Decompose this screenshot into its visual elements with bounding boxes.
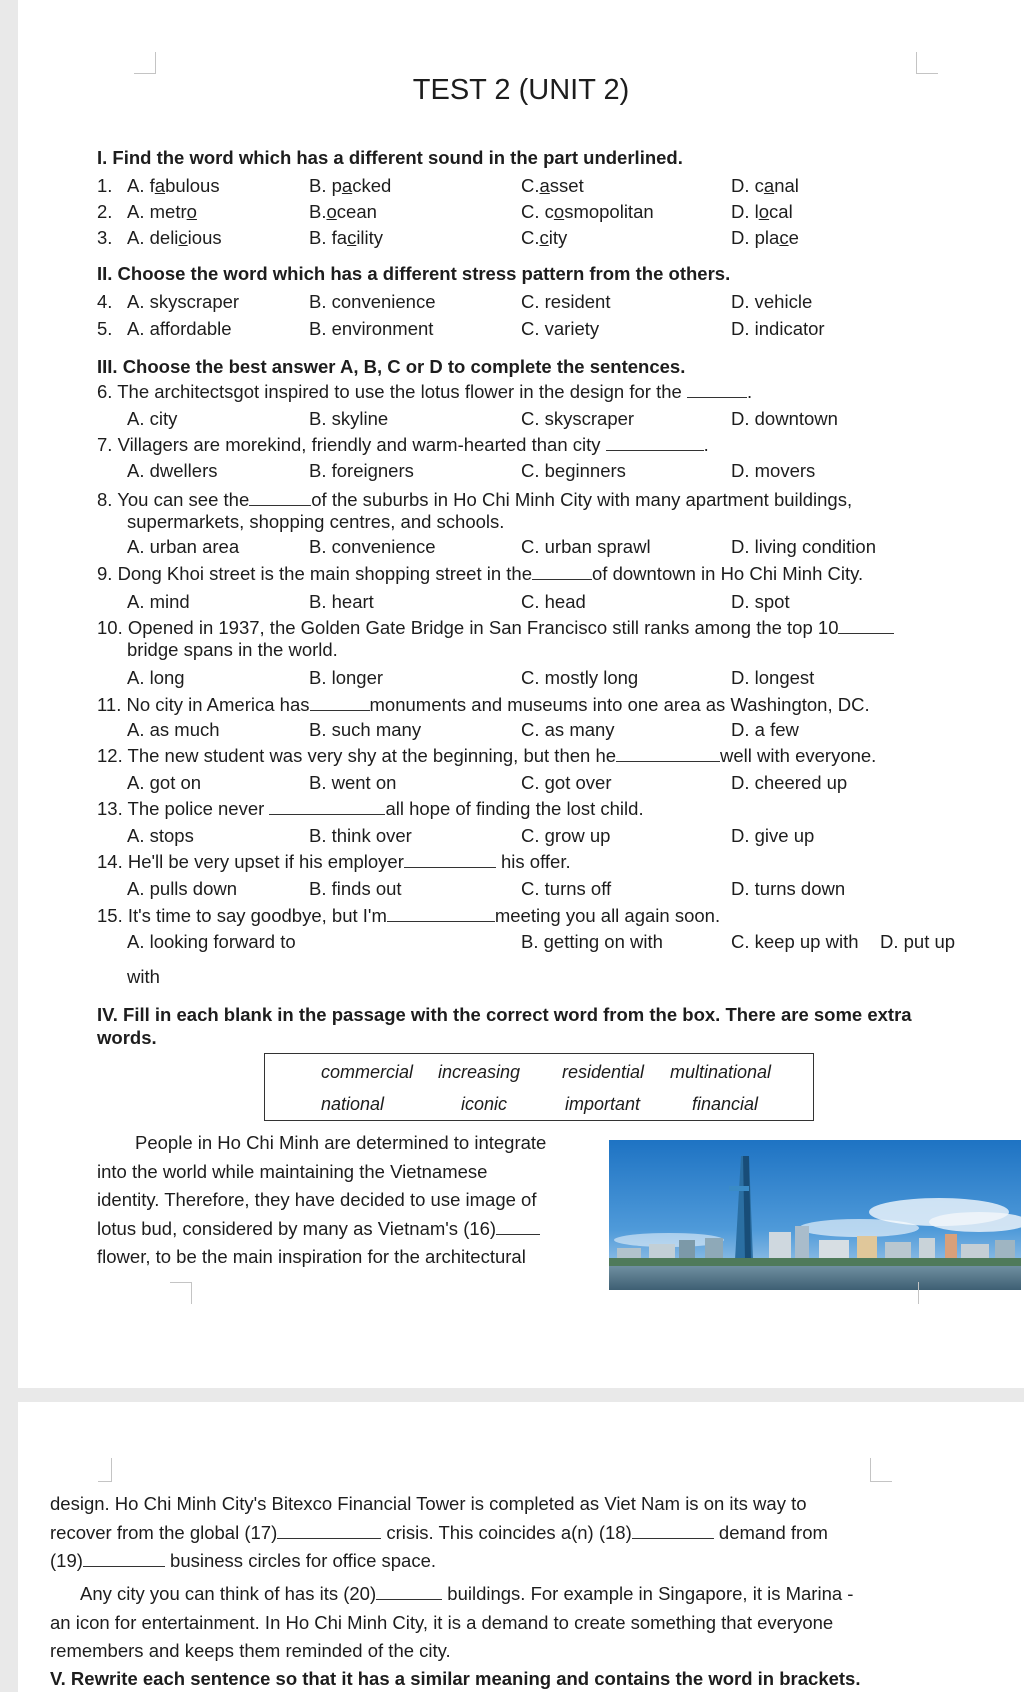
answer-row: A. looking forward to B. getting on with C. keep up with D. put up	[127, 931, 956, 952]
option-b: B. packed	[309, 175, 392, 196]
option-b: B.ocean	[309, 201, 377, 222]
word-option: important	[565, 1094, 641, 1114]
crop-mark	[170, 1282, 192, 1304]
crop-mark	[918, 1282, 928, 1304]
option-c: C. cosmopolitan	[521, 201, 654, 222]
answer-row: A. urban area B. convenience C. urban sprawl D. living condition	[127, 536, 876, 557]
passage-paragraph-2: Any city you can think of has its (20) buildings. For example in Singapore, it is Marina - an icon for entertainment. In Ho Chi Minh City, it is a demand to create something that everyone remembers and keeps them reminded of the city.	[50, 1583, 854, 1661]
answer-row: A. as much B. such many C. as many D. a few	[127, 719, 799, 740]
question-6: 6. The architectsgot inspired to use the lotus flower in the design for the .	[97, 381, 753, 402]
city-skyline-photo	[609, 1140, 1021, 1290]
question-row: 4. A. skyscraper B. convenience C. resident D. vehicle	[97, 291, 813, 312]
answer-row: A. dwellers B. foreigners C. beginners D. movers	[127, 460, 816, 481]
option-d: D. canal	[731, 175, 799, 196]
question-row: 2. A. metro B.ocean C. cosmopolitan D. local	[97, 201, 793, 222]
word-option: commercial	[321, 1062, 414, 1082]
option-b: B. facility	[309, 227, 384, 248]
option-d: D. local	[731, 201, 793, 222]
word-option: financial	[692, 1094, 759, 1114]
crop-mark	[134, 52, 156, 74]
section-3-heading: III. Choose the best answer A, B, C or D to complete the sentences.	[97, 356, 686, 377]
answer-row: A. city B. skyline C. skyscraper D. downtown	[127, 408, 838, 429]
question-8: 8. You can see the of the suburbs in Ho Chi Minh City with many apartment buildings,	[97, 489, 853, 510]
page-title: TEST 2 (UNIT 2)	[412, 74, 630, 106]
word-option: national	[321, 1094, 385, 1114]
question-row: 1. A. fabulous B. packed C.asset D. canal	[97, 175, 799, 196]
answer-row: A. mind B. heart C. head D. spot	[127, 591, 790, 612]
option-c: C.city	[521, 227, 568, 248]
section-2-heading: II. Choose the word which has a different stress pattern from the others.	[97, 263, 731, 284]
question-14: 14. He'll be very upset if his employer his offer.	[97, 851, 571, 872]
option-a: A. metro	[127, 201, 197, 222]
option-c: C.asset	[521, 175, 584, 196]
question-9: 9. Dong Khoi street is the main shopping street in the of downtown in Ho Chi Minh City.	[97, 563, 864, 584]
option-a: A. delicious	[127, 227, 222, 248]
crop-mark	[916, 52, 938, 74]
crop-mark	[98, 1458, 112, 1482]
answer-row: A. long B. longer C. mostly long D. longest	[127, 667, 815, 688]
question-10-continued: bridge spans in the world.	[127, 639, 338, 660]
word-option: iconic	[461, 1094, 508, 1114]
option-a: A. fabulous	[127, 175, 220, 196]
section-1-heading: I. Find the word which has a different sound in the part underlined.	[97, 147, 683, 168]
section-4-heading-continued: words.	[97, 1027, 157, 1048]
word-option: multinational	[670, 1062, 772, 1082]
question-8-continued: supermarkets, shopping centres, and schools.	[127, 511, 505, 532]
word-option: residential	[562, 1062, 645, 1082]
worksheet-page-1	[18, 0, 1024, 1388]
question-11: 11. No city in America has monuments and museums into one area as Washington, DC.	[97, 694, 870, 715]
answer-row: A. pulls down B. finds out C. turns off D. turns down	[127, 878, 846, 899]
option-d: D. place	[731, 227, 799, 248]
question-row: 5. A. affordable B. environment C. variety D. indicator	[97, 318, 825, 339]
question-7: 7. Villagers are morekind, friendly and warm-hearted than city .	[97, 434, 709, 455]
question-12: 12. The new student was very shy at the beginning, but then he well with everyone.	[97, 745, 877, 766]
section-5-heading: V. Rewrite each sentence so that it has a similar meaning and contains the word in brackets.	[50, 1668, 861, 1689]
answer-row: A. stops B. think over C. grow up D. give up	[127, 825, 815, 846]
question-15: 15. It's time to say goodbye, but I'm meeting you all again soon.	[97, 905, 721, 926]
answer-row: A. got on B. went on C. got over D. cheered up	[127, 772, 848, 793]
question-10: 10. Opened in 1937, the Golden Gate Bridge in San Francisco still ranks among the top 10	[97, 616, 894, 640]
section-4-heading: IV. Fill in each blank in the passage with the correct word from the box. There are some extra	[97, 1004, 912, 1025]
question-13: 13. The police never all hope of finding the lost child.	[97, 798, 644, 819]
word-option: increasing	[438, 1062, 521, 1082]
question-row: 3. A. delicious B. facility C.city D. place	[97, 227, 799, 248]
passage: People in Ho Chi Minh are determined to integrate into the world while maintaining the Vietnamese identity. Therefore, they have decided to use image of lotus bud, considered by many as Vietnam's (16) flower, to be the main inspiration for the architectural	[97, 1132, 547, 1267]
crop-mark	[870, 1458, 892, 1482]
word-box	[264, 1053, 814, 1121]
question-15-continued: with	[127, 966, 160, 987]
passage-continued: design. Ho Chi Minh City's Bitexco Financial Tower is completed as Viet Nam is on its way to recover from the global (17) crisis. This coincides a(n) (18) demand from (19) business circles for office space.	[50, 1493, 828, 1571]
worksheet-page-2	[18, 1402, 1024, 1692]
